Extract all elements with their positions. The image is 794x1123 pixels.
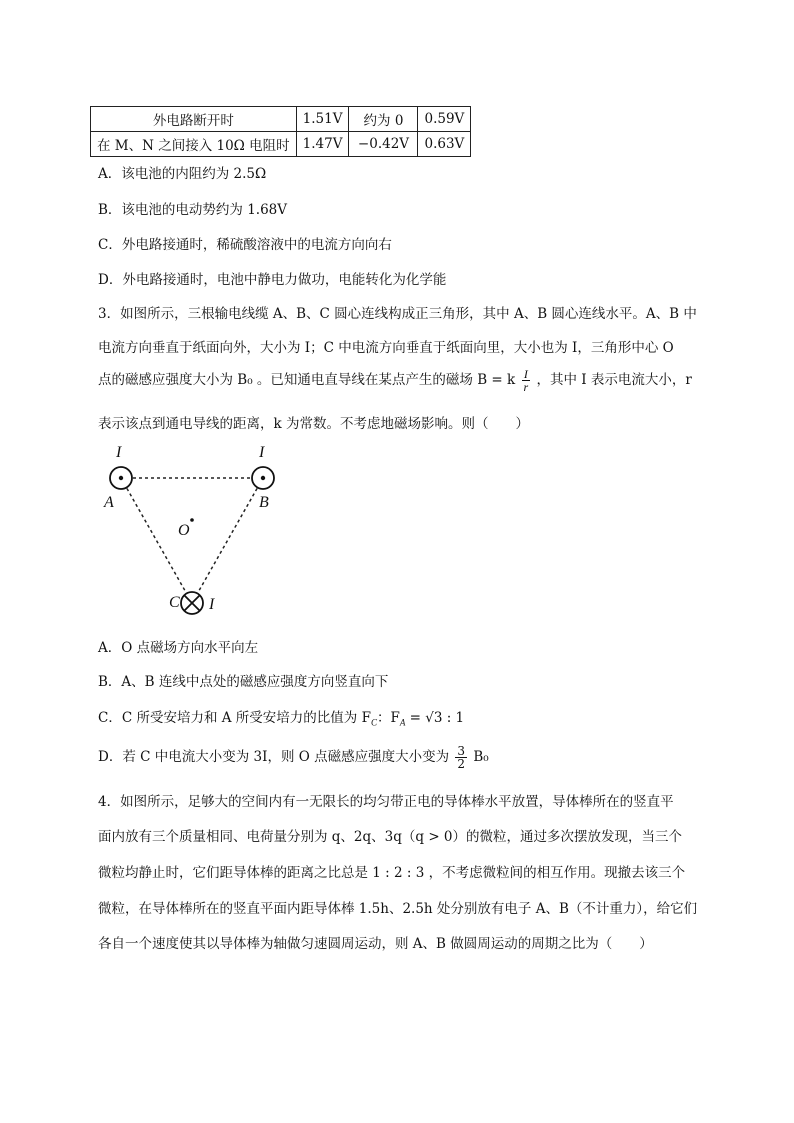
q4-stem-line: 4．如图所示，足够大的空间内有一无限长的均匀带正电的导体棒水平放置，导体棒所在的竖直平 [98,794,674,810]
table-cell: 0.63V [418,132,471,157]
table-cell: 外电路断开时 [91,107,297,132]
table-cell: 在 M、N 之间接入 10Ω 电阻时 [91,132,297,157]
cable-a-out-icon [110,467,132,489]
option-c-text: = √3 : 1 [405,710,465,726]
q2-option-d: D．外电路接通时，电池中静电力做功，电能转化为化学能 [98,272,447,288]
label-o: O [178,522,190,539]
option-c-text: C．C 所受安培力和 A 所受安培力的比值为 F [98,710,371,726]
label-a: A [104,494,114,511]
side-bc [192,478,263,603]
option-c-text: ：F [376,710,400,726]
table-cell: −0.42V [349,132,418,157]
q3-stem-line: 3．如图所示，三根输电线缆 A、B、C 圆心连线构成正三角形，其中 A、B 圆心连线水平。A、B 中 [98,306,697,322]
table-cell: 0.59V [418,107,471,132]
triangle-cables-figure [100,448,300,628]
table-cell: 1.51V [296,107,349,132]
q3-option-c: C．C 所受安培力和 A 所受安培力的比值为 $F_C$：$F_A = √3$ : 1 [98,710,465,728]
label-current-c: I [209,596,215,613]
fraction-denominator: r [523,380,529,394]
center-point-o [190,518,194,522]
table-cell: 1.47V [296,132,349,157]
q4-stem-line: 微粒均静止时，它们距导体棒的距离之比总是 1 : 2 : 3 ，不考虑微粒间的相互作用。现撤去该三个 [98,865,686,881]
table-row [91,132,471,157]
option-d-text: D．若 C 中电流大小变为 3I，则 O 点磁感应强度大小变为 [98,749,450,765]
q2-option-a: A．该电池的内阻约为 2.5Ω [98,166,267,182]
q3-stem-text: ，其中 I 表示电流大小，r [536,372,692,388]
q4-stem-line: 面内放有三个质量相同、电荷量分别为 q、2q、3q（q > 0）的微粒，通过多次摆放发现，当三个 [98,829,683,845]
q2-option-c: C．外电路接通时，稀硫酸溶液中的电流方向向右 [98,237,392,253]
table-cell: 约为 0 [349,107,418,132]
q3-stem-line: 电流方向垂直于纸面向外，大小为 I；C 中电流方向垂直于纸面向里，大小也为 I，三角形中心 O [98,340,674,356]
q3-stem-line: 表示该点到通电导线的距离，k 为常数。不考虑地磁场影响。则（ ） [98,416,529,432]
q3-option-d [98,745,489,770]
fraction-numerator: 3 [457,744,466,758]
label-current-a: I [116,444,122,461]
cable-c-in-icon [181,592,203,614]
q2-option-b: B．该电池的电动势约为 1.68V [98,202,288,218]
q3-stem-line-formula [98,368,692,393]
fraction-denominator: 2 [457,757,466,771]
cable-b-out-icon [252,467,274,489]
option-d-fraction [455,745,467,770]
q3-stem-text: 点的磁感应强度大小为 B₀ 。已知通电直导线在某点产生的磁场 B = k [98,372,516,388]
label-b: B [259,494,269,511]
label-c: C [169,594,180,611]
table-row [91,107,471,132]
formula-fraction [522,368,531,393]
side-ac [121,478,192,603]
option-d-text: B₀ [473,749,489,765]
q4-stem-line: 各自一个速度使其以导体棒为轴做匀速圆周运动，则 A、B 做圆周运动的周期之比为（ ） [98,936,653,952]
q3-option-b: B．A、B 连线中点处的磁感应强度方向竖直向下 [98,674,389,690]
fraction-numerator: I [522,368,531,381]
label-current-b: I [259,444,265,461]
measurement-table [90,106,471,157]
q4-stem-line: 微粒，在导体棒所在的竖直平面内距导体棒 1.5h、2.5h 处分别放有电子 A、B（不计重力），给它们 [98,901,698,917]
q3-option-a: A．O 点磁场方向水平向左 [98,640,259,656]
